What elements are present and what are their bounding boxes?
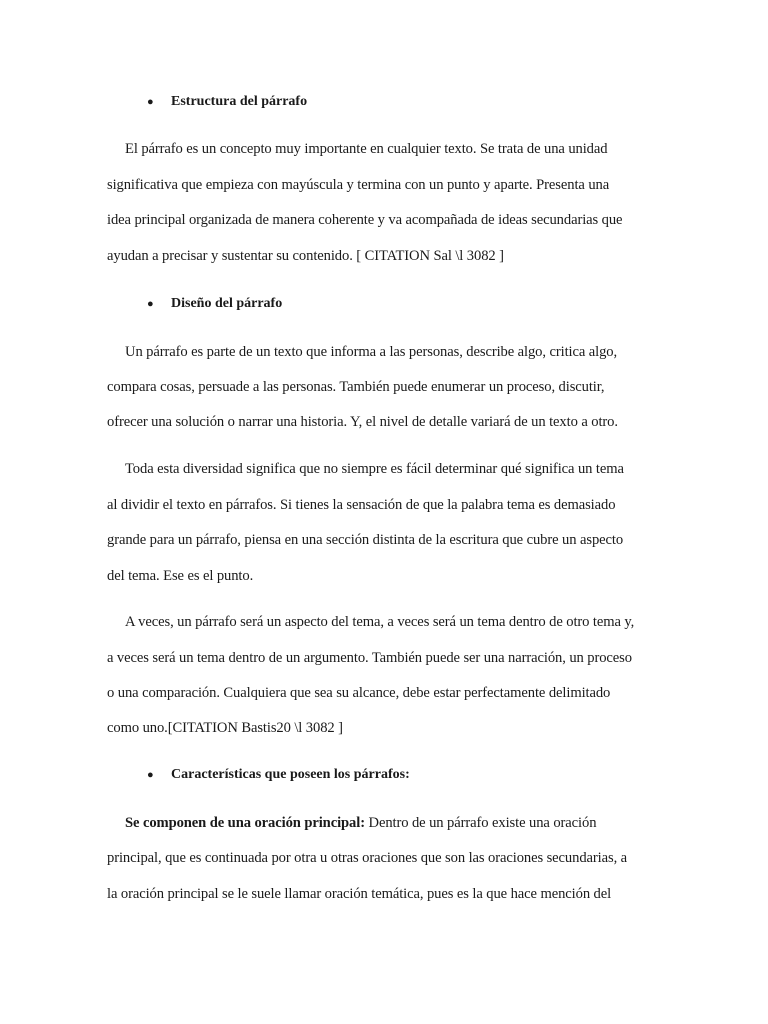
paragraph-line: A veces, un párrafo será un aspecto del tema, a veces será un tema dentro de otro tema y, (125, 614, 635, 630)
paragraph-line: como uno.[CITATION Bastis20 \l 3082 ] (107, 720, 343, 736)
paragraph-line: significativa que empieza con mayúscula y termina con un punto y aparte. Presenta una (107, 177, 610, 193)
paragraph-line: ayudan a precisar y sustentar su contenido. [ CITATION Sal \l 3082 ] (107, 248, 504, 264)
heading-text: Diseño del párrafo (171, 296, 283, 311)
paragraph-line: idea principal organizada de manera coherente y va acompañada de ideas secundarias que (107, 212, 623, 228)
paragraph-line: del tema. Ese es el punto. (107, 568, 254, 584)
paragraph-line: ofrecer una solución o narrar una historia. Y, el nivel de detalle variará de un texto a otro. (107, 414, 618, 430)
lead-continuation: Dentro de un párrafo existe una oración (364, 815, 597, 831)
lead-phrase: Se componen de una oración principal: (125, 815, 365, 831)
heading-text: Estructura del párrafo (171, 94, 308, 109)
paragraph-line: grande para un párrafo, piensa en una sección distinta de la escritura que cubre un aspecto (107, 532, 624, 548)
heading-estructura (147, 92, 307, 112)
paragraph-line (125, 813, 596, 833)
paragraph-line: Toda esta diversidad significa que no siempre es fácil determinar qué significa un tema (125, 461, 624, 477)
paragraph-line: al dividir el texto en párrafos. Si tienes la sensación de que la palabra tema es demasiado (107, 497, 616, 513)
paragraph-line: la oración principal se le suele llamar oración temática, pues es la que hace mención del (107, 886, 612, 902)
heading-caracteristicas (147, 765, 410, 785)
paragraph-line: compara cosas, persuade a las personas. También puede enumerar un proceso, discutir, (107, 379, 605, 395)
heading-text: Características que poseen los párrafos: (171, 767, 410, 782)
paragraph-line: principal, que es continuada por otra u otras oraciones que son las oraciones secundarias, a (107, 850, 628, 866)
bullet-icon: ● (147, 769, 154, 781)
paragraph-line: o una comparación. Cualquiera que sea su alcance, debe estar perfectamente delimitado (107, 685, 611, 701)
heading-diseno (147, 294, 282, 314)
bullet-icon: ● (147, 298, 154, 310)
paragraph-line: Un párrafo es parte de un texto que informa a las personas, describe algo, critica algo, (125, 344, 618, 360)
paragraph-line: a veces será un tema dentro de un argumento. También puede ser una narración, un proceso (107, 650, 632, 666)
bullet-icon: ● (147, 96, 154, 108)
paragraph-line: El párrafo es un concepto muy importante en cualquier texto. Se trata de una unidad (125, 141, 608, 157)
